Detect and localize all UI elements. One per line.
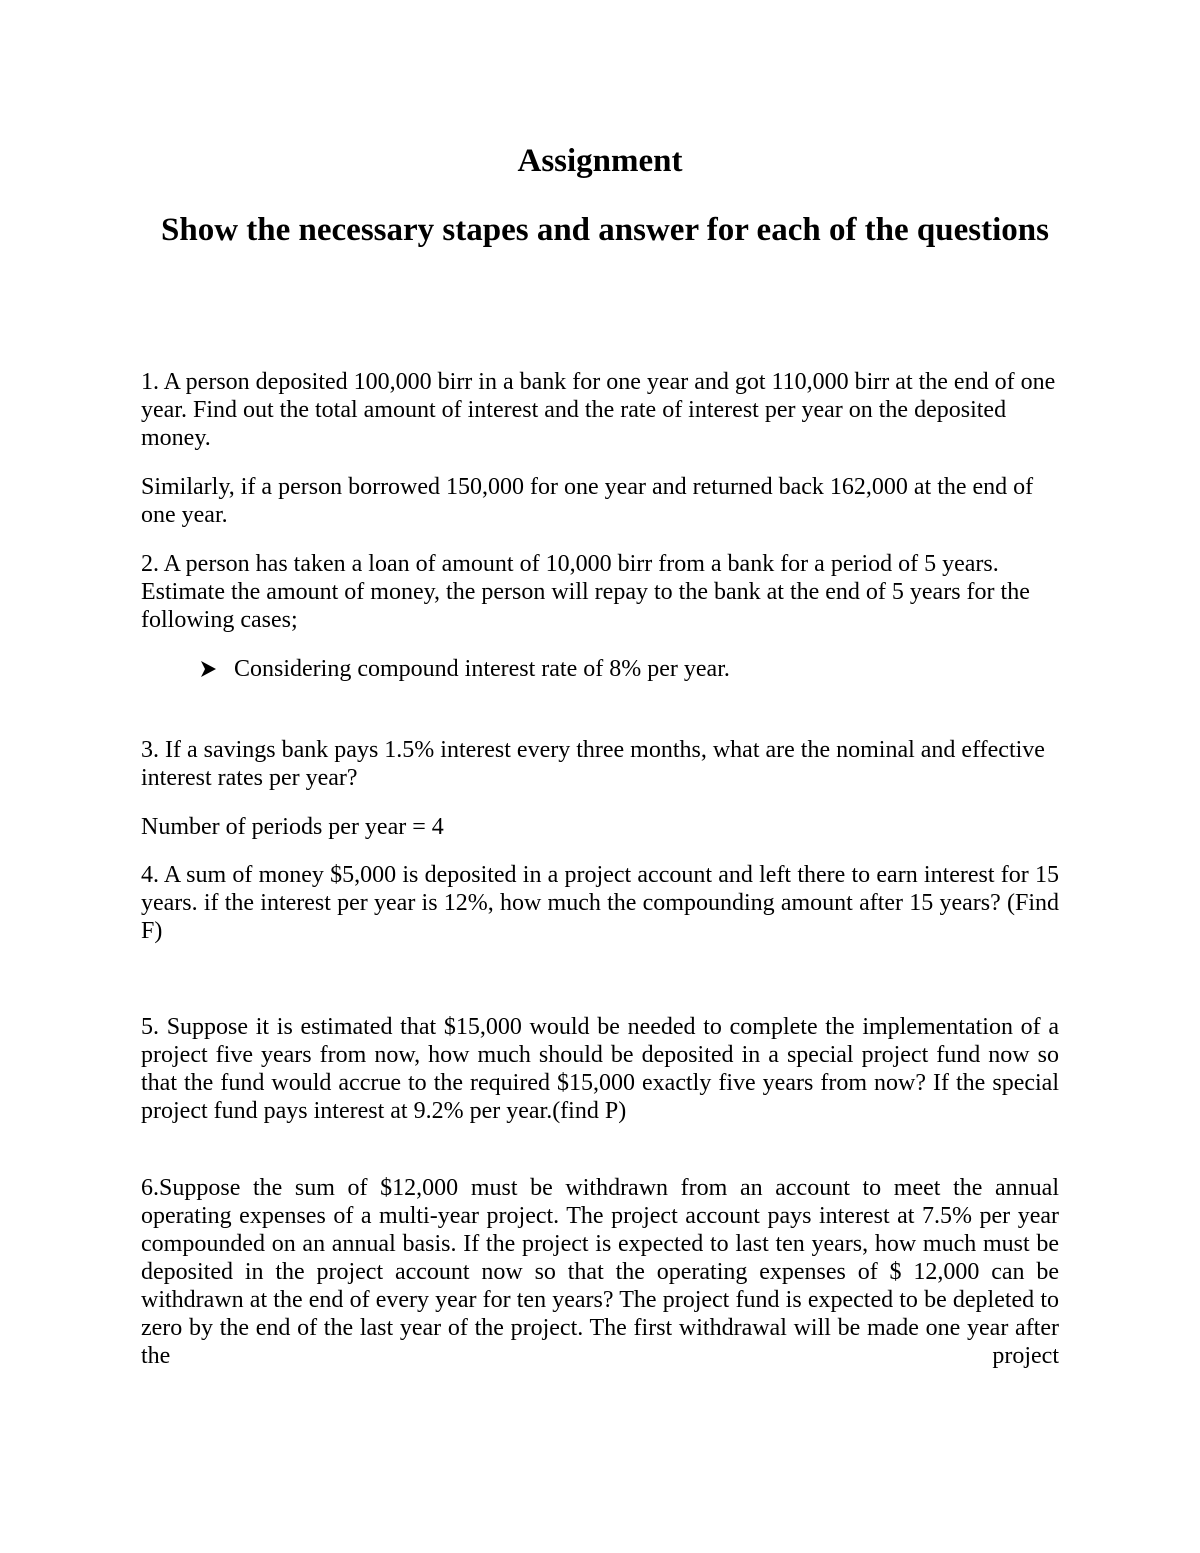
instructions-heading: Show the necessary stapes and answer for each of the questions [161, 212, 1049, 248]
question-6: 6.Suppose the sum of $12,000 must be withdrawn from an account to meet the annual operating expenses of a multi-year project. The project account pays interest at 7.5% per year compounded on an annual basis. If the project is expected to last ten years, how much must be deposited in the project account now so that the operating expenses of $ 12,000 can be withdrawn at the end of every year for ten years? The project fund is expected to be depleted to zero by the end of the last year of the project. The first withdrawal will be made one year after the project [141, 1175, 1059, 1369]
arrowhead-bullet-icon [199, 660, 217, 678]
question-3: 3. If a savings bank pays 1.5% interest every three months, what are the nominal and effective interest rates per year? [141, 737, 1045, 791]
question-3-note: Number of periods per year = 4 [141, 814, 444, 840]
bullet-text: Considering compound interest rate of 8% per year. [234, 656, 730, 682]
question-4: 4. A sum of money $5,000 is deposited in a project account and left there to earn interest for 15 years. if the interest per year is 12%, how much the compounding amount after 15 years? (Find F) [141, 862, 1059, 944]
question-1: 1. A person deposited 100,000 birr in a bank for one year and got 110,000 birr at the end of one year. Find out the total amount of interest and the rate of interest per year on the deposited money. [141, 369, 1056, 451]
question-2: 2. A person has taken a loan of amount of 10,000 birr from a bank for a period of 5 years. Estimate the amount of money, the person will repay to the bank at the end of 5 years for the following cases; [141, 551, 1030, 633]
page-title: Assignment [517, 143, 683, 179]
question-2-bullet [199, 655, 730, 683]
question-1-followup: Similarly, if a person borrowed 150,000 for one year and returned back 162,000 at the end of one year. [141, 474, 1034, 528]
question-5: 5. Suppose it is estimated that $15,000 would be needed to complete the implementation of a project five years from now, how much should be deposited in a special project fund now so that the fund would accrue to the required $15,000 exactly five years from now? If the special project fund pays interest at 9.2% per year.(find P) [141, 1014, 1059, 1124]
